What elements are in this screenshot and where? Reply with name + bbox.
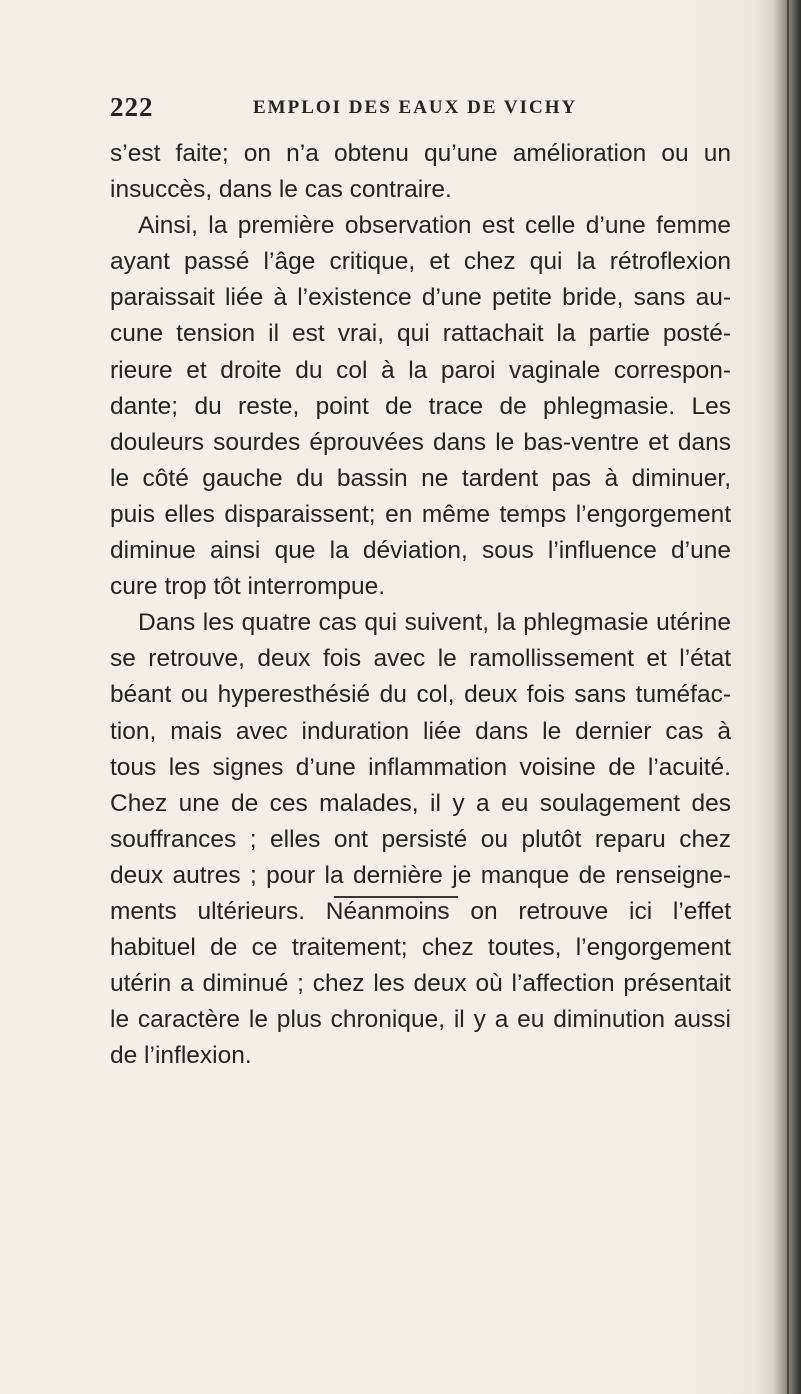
text-line: dante; du reste, point de trace de phlegmasie. Les (110, 392, 731, 420)
text-line: puis elles disparaissent; en même temps l’engorgement (110, 500, 731, 528)
text-line: ments ultérieurs. Néanmoins on retrouve ici l’effet (110, 897, 731, 925)
text-line: le côté gauche du bassin ne tardent pas à diminuer, (110, 464, 731, 492)
text-line: Ainsi, la première observation est celle d’une femme (138, 212, 731, 240)
text-line: le caractère le plus chronique, il y a eu diminution aussi (110, 1006, 731, 1034)
text-line: tous les signes d’une inflammation voisine de l’acuité. (110, 753, 731, 781)
section-end-rule (334, 896, 458, 898)
text-line: ayant passé l’âge critique, et chez qui la rétroflexion (110, 248, 731, 276)
text-line: diminue ainsi que la déviation, sous l’influence d’une (110, 537, 731, 565)
text-line: s’est faite; on n’a obtenu qu’une amélioration ou un (110, 140, 731, 167)
text-line: utérin a diminué ; chez les deux où l’affection présentait (110, 970, 731, 998)
text-line: de l’inflexion. (110, 1042, 252, 1070)
text-line: habituel de ce traitement; chez toutes, l’engorgement (110, 934, 731, 962)
text-line: cune tension il est vrai, qui rattachait la partie posté- (110, 320, 731, 348)
text-line: cure trop tôt interrompue. (110, 573, 386, 601)
text-line: Chez une de ces malades, il y a eu soulagement des (110, 789, 731, 817)
page-edge-shadow (755, 0, 801, 1394)
body-text (110, 136, 731, 1074)
page-number: 222 (110, 92, 154, 122)
running-head: EMPLOI DES EAUX DE VICHY (253, 97, 578, 118)
page-edge-line (787, 0, 789, 1394)
text-line: béant ou hyperesthésié du col, deux fois sans tuméfac- (110, 681, 731, 709)
text-line: Dans les quatre cas qui suivent, la phlegmasie utérine (138, 609, 731, 637)
text-line: tion, mais avec induration liée dans le dernier cas à (110, 717, 731, 745)
text-line: insuccès, dans le cas contraire. (110, 176, 452, 204)
text-line: rieure et droite du col à la paroi vaginale correspon- (110, 356, 731, 384)
text-line: deux autres ; pour la dernière je manque de renseigne- (110, 861, 731, 889)
text-line: souffrances ; elles ont persisté ou plutôt reparu chez (110, 825, 731, 853)
text-line: se retrouve, deux fois avec le ramollissement et l’état (110, 645, 731, 673)
page-header (110, 92, 730, 122)
text-line: douleurs sourdes éprouvées dans le bas-ventre et dans (110, 428, 731, 456)
text-line: paraissait liée à l’existence d’une petite bride, sans au- (110, 284, 731, 312)
